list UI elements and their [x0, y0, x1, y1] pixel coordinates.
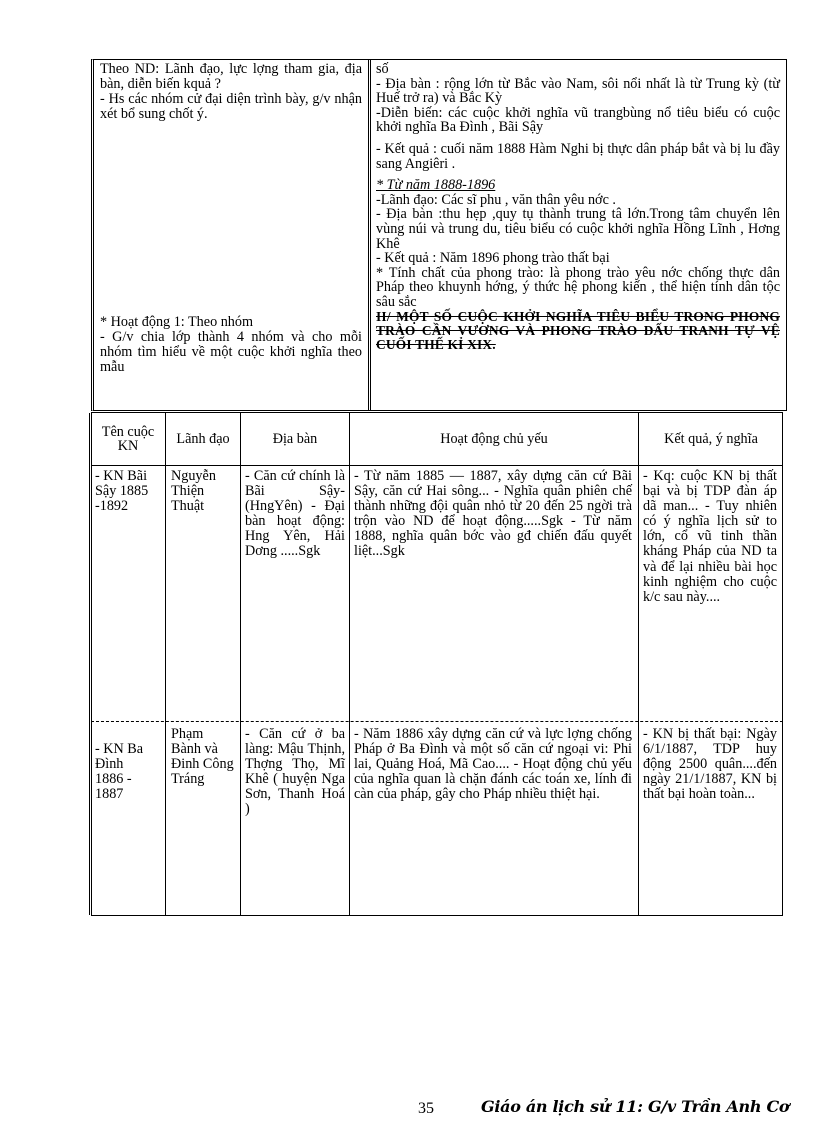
table-cell-activity: - Năm 1886 xây dựng căn cứ và lực lợng chống Pháp ở Ba Đình và một số căn cứ ngoại vi: Phi lai, Quảng Hoá, Mã Cao.... - Hoạt động chủ yếu của nghĩa quan là chặn đánh các toán xe, lính đi càn của pháp, gây cho Pháp nhiều thiệt hại.	[354, 726, 632, 803]
page-number: 35	[418, 1100, 434, 1117]
table-cell-leader: Phạm Bành và Đinh Công Tráng	[171, 726, 234, 788]
table-cell-leader: Nguyễn Thiện Thuật	[171, 468, 216, 515]
row-divider	[91, 721, 783, 722]
table-cell-result: - KN bị thất bại: Ngày 6/1/1887, TDP huy động 2500 quân....đến ngày 21/1/1887, KN bị thất bại hoàn toàn...	[643, 726, 777, 803]
upper-right-cell	[371, 60, 786, 410]
header-leader: Lãnh đạo	[176, 430, 230, 447]
header-activity: Hoạt động chủ yếu	[440, 430, 548, 447]
activity-instruction: - G/v chia lớp thành 4 nhóm và cho mỗi nhóm tìm hiểu về một cuộc khởi nghĩa theo mẫu	[100, 329, 362, 375]
table-cell-name: - KN Bãi Sậy 1885 -1892	[95, 468, 149, 515]
uprisings-table	[91, 412, 783, 916]
table-cell-activity: - Từ năm 1885 — 1887, xây dựng căn cứ Bãi Sậy, căn cứ Hai sông... - Nghĩa quân phiên chế thành những đội quân nhỏ từ 20 đến 25 ngời trà trộn vào ND để hoạt động.....Sgk - Từ năm 1888, nghĩa quân bớc vào gđ chiến đấu quyết liệt...Sgk	[354, 468, 632, 560]
upper-right-line: - Địa bàn : rộng lớn từ Bắc vào Nam, sôi nổi nhất là từ Trung kỳ (từ Huế trở ra) và Bắc Kỳ	[376, 75, 780, 107]
table-header	[91, 413, 783, 466]
header-result: Kết quả, ý nghĩa	[664, 430, 758, 447]
upper-left-question: Theo ND: Lãnh đạo, lực lợng tham gia, địa bàn, diễn biến kquả ?	[100, 61, 362, 92]
activity-heading: * Hoạt động 1: Theo nhóm	[100, 314, 254, 330]
header-area: Địa bàn	[272, 430, 318, 447]
upper-right-line: - Kết quả : cuối năm 1888 Hàm Nghi bị thực dân pháp bắt và bị lu đầy sang Angiêri .	[376, 140, 780, 172]
upper-right-line: số	[376, 61, 389, 77]
period-heading: * Từ năm 1888-1896	[376, 177, 496, 194]
upper-table	[91, 59, 787, 411]
footer-signature: Giáo án lịch sử 11: G/v Trần Anh Cơ	[481, 1097, 790, 1116]
upper-left-cell	[94, 60, 371, 410]
header-name: Tên cuộc KN	[101, 423, 155, 454]
table-cell-result: - Kq: cuộc KN bị thất bại và bị TDP đàn áp dã man... - Tuy nhiên có ý nghĩa lịch sử to lớn, cổ vũ tinh thần kháng Pháp của ND ta và để lại nhiều bài học kinh nghiệm cho cuộc k/c sau này....	[643, 468, 777, 605]
table-cell-area: - Căn cứ ở ba làng: Mậu Thịnh, Thợng Thọ, Mĩ Khê ( huyện Nga Sơn, Thanh Hoá )	[245, 726, 345, 818]
section-heading: II/ MỘT SỐ CUỘC KHỞI NGHĨA TIÊU BIỂU TRONG PHONG TRÀO CẦN VƯƠNG VÀ PHONG TRÀO ĐẤU TRANH TỰ VỆ CUỐI THẾ KỈ XIX.	[376, 308, 780, 352]
upper-right-line: -Lãnh đạo: Các sĩ phu , văn thân yêu nớc .	[376, 191, 616, 208]
table-cell-name: - KN Ba Đình 1886 - 1887	[95, 741, 144, 803]
table-cell-area: - Căn cứ chính là Bãi Sậy-(HngYên) - Đại bàn hoạt động: Hng Yên, Hải Dơng .....Sgk	[245, 468, 345, 560]
upper-left-instruction: - Hs các nhóm cử đại diện trình bày, g/v nhận xét bổ sung chốt ý.	[100, 91, 362, 122]
upper-right-line: - Địa bàn :thu hẹp ,quy tụ thành trung tâ lớn.Trong tâm chuyển lên vùng núi và trung du, tiêu biểu có cuộc khởi nghĩa Hồng Lĩnh , Hơng Khê	[376, 206, 780, 252]
upper-right-line: - Kết quả : Năm 1896 phong trào thất bại	[376, 250, 610, 267]
upper-right-line: * Tính chất của phong trào: là phong trào yêu nớc chống thực dân Pháp theo khuynh hớng, ý thức hệ phong kiến , thể hiện tính dân tộc sâu sắc	[376, 264, 780, 310]
upper-right-line: -Diễn biến: các cuộc khởi nghĩa vũ trangbùng nổ tiêu biểu có cuộc khởi nghĩa Ba Đình , Bãi Sậy	[376, 104, 780, 136]
